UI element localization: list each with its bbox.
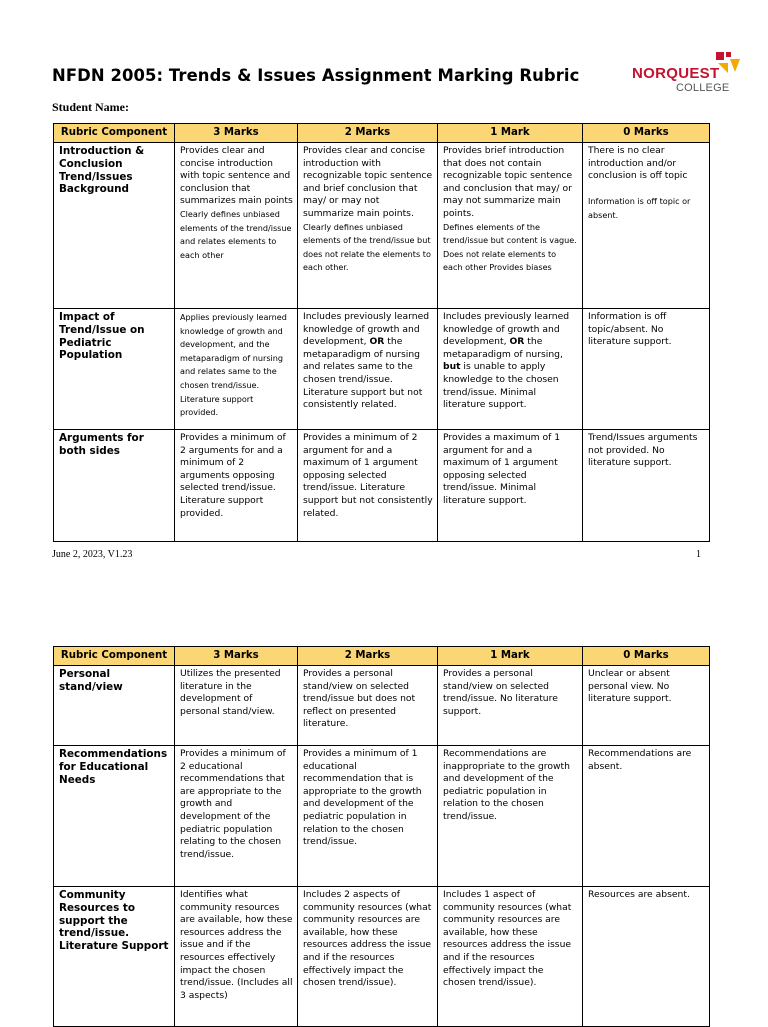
marks-1-cell: Recommendations are inappropriate to the growth and development of the pediatric population in relation to the chosen trend/issue. <box>438 746 583 887</box>
header-cell: 2 Marks <box>298 124 438 143</box>
cell-text: Provides clear and concise introduction with topic sentence and conclusion that summarizes main points <box>180 145 293 207</box>
header-row <box>54 647 710 666</box>
cell-text: the metaparadigm of nursing, <box>443 336 563 360</box>
page-number: 1 <box>696 549 701 560</box>
logo-subtitle: COLLEGE <box>676 82 730 94</box>
header-cell: 3 Marks <box>175 647 298 666</box>
header-cell: 1 Mark <box>438 647 583 666</box>
marks-0-cell: Trend/Issues arguments not provided. No literature support. <box>583 430 710 542</box>
header-row <box>54 124 710 143</box>
component-cell: Personal stand/view <box>54 666 175 746</box>
page-title: NFDN 2005: Trends & Issues Assignment Marking Rubric <box>52 66 580 85</box>
cell-text-small: Information is off topic or absent. <box>588 196 691 220</box>
cell-text-bold: OR <box>509 336 525 348</box>
marks-3-cell <box>175 143 298 309</box>
cell-text: Provides clear and concise introduction with recognizable topic sentence and brief conclusion that may/ or may not summarize main points. <box>303 145 433 219</box>
table-row <box>54 666 710 746</box>
marks-1-cell: Provides a maximum of 1 argument for and a maximum of 1 argument opposing selected trend/issue. Minimal literature support. <box>438 430 583 542</box>
marks-0-cell <box>583 143 710 309</box>
marks-1-cell <box>438 143 583 309</box>
header-cell: 0 Marks <box>583 647 710 666</box>
marks-0-cell: Information is off topic/absent. No literature support. <box>583 309 710 430</box>
table-row <box>54 309 710 430</box>
header-cell: Rubric Component <box>54 647 175 666</box>
marks-3-cell: Utilizes the presented literature in the development of personal stand/view. <box>175 666 298 746</box>
cell-text: Provides brief introduction that does not contain recognizable topic sentence and conclusion that may/ or may not summarize main points. <box>443 145 573 219</box>
component-cell: Arguments for both sides <box>54 430 175 542</box>
cell-text-small: Defines elements of the trend/issue but content is vague. Does not relate elements to each other Provides biases <box>443 221 577 273</box>
header-cell: 1 Mark <box>438 124 583 143</box>
table-row <box>54 887 710 1027</box>
marks-1-cell <box>438 309 583 430</box>
header-cell: 0 Marks <box>583 124 710 143</box>
norquest-logo <box>632 50 744 96</box>
cell-text-bold: but <box>443 361 461 373</box>
cell-text: Includes previously learned knowledge of growth and development, <box>303 311 430 348</box>
cell-text: There is no clear introduction and/or conclusion is off topic <box>588 145 688 182</box>
cell-text: Includes previously learned knowledge of growth and development, <box>443 311 570 348</box>
marks-3-cell <box>175 309 298 430</box>
cell-text-small: Clearly defines unbiased elements of the trend/issue but does not relate the elements to each other. <box>303 221 431 273</box>
footer-date: June 2, 2023, V1.23 <box>52 549 133 560</box>
marks-2-cell: Includes 2 aspects of community resources (what community resources are available, how these resources address the issue and if the resources effectively impact the chosen trend/issue). <box>298 887 438 1027</box>
marks-0-cell: Recommendations are absent. <box>583 746 710 887</box>
logo-name: NORQUEST <box>632 65 720 82</box>
header-cell: 2 Marks <box>298 647 438 666</box>
table-row <box>54 746 710 887</box>
marks-0-cell: Resources are absent. <box>583 887 710 1027</box>
header-cell: Rubric Component <box>54 124 175 143</box>
cell-text: is unable to apply knowledge to the chosen trend/issue. Minimal literature support. <box>443 361 559 411</box>
marks-2-cell: Provides a minimum of 2 argument for and a maximum of 1 argument opposing selected trend/issue. Literature support but not consistently related. <box>298 430 438 542</box>
marks-3-cell: Identifies what community resources are available, how these resources address the issue and if the resources effectively impact the chosen trend/issue. (Includes all 3 aspects) <box>175 887 298 1027</box>
component-cell: Recommendations for Educational Needs <box>54 746 175 887</box>
cell-text-small: Applies previously learned knowledge of growth and development, and the metaparadigm of nursing and relates same to the chosen trend/issue. Literature support provided. <box>180 312 287 418</box>
marks-0-cell: Unclear or absent personal view. No literature support. <box>583 666 710 746</box>
marks-2-cell <box>298 143 438 309</box>
marks-2-cell: Provides a minimum of 1 educational recommendation that is appropriate to the growth and development of the pediatric population in relation to the chosen trend/issue. <box>298 746 438 887</box>
header-cell: 3 Marks <box>175 124 298 143</box>
table-row <box>54 143 710 309</box>
marks-1-cell: Includes 1 aspect of community resources (what community resources are available, how these resources address the issue and if the resources effectively impact the chosen trend/issue). <box>438 887 583 1027</box>
marks-2-cell <box>298 309 438 430</box>
component-cell: Introduction & Conclusion Trend/Issues Background <box>54 143 175 309</box>
component-cell: Impact of Trend/Issue on Pediatric Population <box>54 309 175 430</box>
student-name-label: Student Name: <box>52 100 129 114</box>
component-cell: Community Resources to support the trend/issue. Literature Support <box>54 887 175 1027</box>
table-row <box>54 430 710 542</box>
cell-text: the metaparadigm of nursing and relates same to the chosen trend/issue. Literature support but not consistently related. <box>303 336 423 411</box>
marks-3-cell: Provides a minimum of 2 educational recommendations that are appropriate to the growth and development of the pediatric population relating to the chosen trend/issue. <box>175 746 298 887</box>
cell-text-bold: OR <box>369 336 385 348</box>
rubric-table-page-1 <box>53 123 710 542</box>
marks-2-cell: Provides a personal stand/view on selected trend/issue but does not reflect on presented literature. <box>298 666 438 746</box>
cell-text-small: Clearly defines unbiased elements of the trend/issue and relates elements to each other <box>180 208 292 260</box>
rubric-table-page-2 <box>53 646 710 1027</box>
marks-1-cell: Provides a personal stand/view on selected trend/issue. No literature support. <box>438 666 583 746</box>
marks-3-cell: Provides a minimum of 2 arguments for and a minimum of 2 arguments opposing selected trend/issue. Literature support provided. <box>175 430 298 542</box>
